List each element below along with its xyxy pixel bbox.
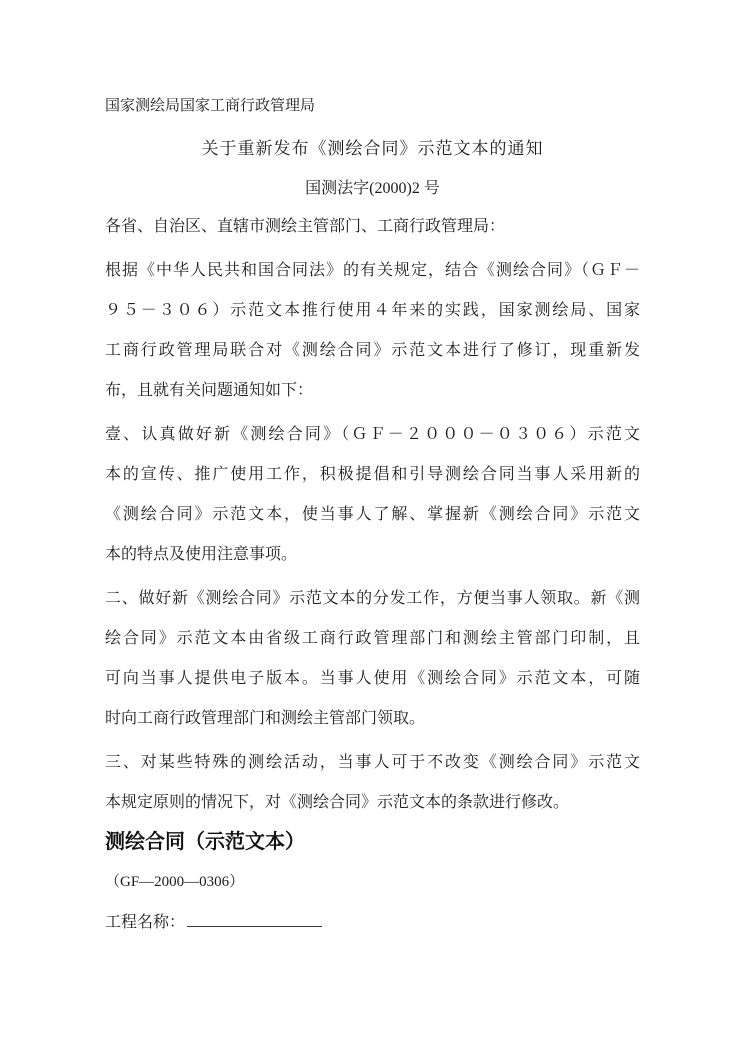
body-line: 根据《中华人民共和国合同法》的有关规定，结合《测绘合同》（ＧＦ－ (105, 262, 640, 279)
body-line: 二、做好新《测绘合同》示范文本的分发工作，方便当事人领取。新《测 (105, 590, 640, 607)
project-name-label: 工程名称： (105, 914, 186, 931)
project-name-row (105, 911, 640, 935)
intro-paragraph (105, 251, 640, 411)
body-line: 《测绘合同》示范文本，使当事人了解、掌握新《测绘合同》示范文 (105, 506, 640, 523)
item-three-paragraph (105, 743, 640, 823)
document-number: 国测法字(2000)2 号 (305, 180, 440, 197)
notice-body (105, 207, 640, 823)
body-line: 绘合同》示范文本由省级工商行政管理部门和测绘主管部门印制，且 (105, 630, 640, 647)
item-one-paragraph (105, 415, 640, 575)
item-two-paragraph (105, 579, 640, 739)
contract-code: （GF—2000—0306） (105, 874, 245, 890)
body-line: 工商行政管理局联合对《测绘合同》示范文本进行了修订，现重新发 (105, 342, 640, 359)
body-line: 各省、自治区、直辖市测绘主管部门、工商行政管理局： (105, 218, 506, 235)
salutation-paragraph (105, 207, 640, 247)
contract-title: 测绘合同（示范文本） (105, 831, 305, 853)
notice-title: 关于重新发布《测绘合同》示范文本的通知 (201, 139, 544, 158)
project-name-blank (187, 925, 322, 927)
body-line: 壹、认真做好新《测绘合同》（ＧＦ－２０００－０３０６）示范文 (105, 426, 640, 443)
body-line: ９５－３０６）示范文本推行使用４年来的实践，国家测绘局、国家 (105, 302, 640, 319)
issuing-agency-line: 国家测绘局国家工商行政管理局 (105, 97, 316, 114)
body-line: 可向当事人提供电子版本。当事人使用《测绘合同》示范文本，可随 (105, 670, 640, 687)
body-line: 本规定原则的情况下，对《测绘合同》示范文本的条款进行修改。 (105, 794, 570, 811)
body-line: 本的特点及使用注意事项。 (105, 546, 298, 563)
body-line: 本的宣传、推广使用工作，积极提倡和引导测绘合同当事人采用新的 (105, 466, 640, 483)
body-line: 布，且就有关问题通知如下： (105, 382, 314, 399)
body-line: 时向工商行政管理部门和测绘主管部门领取。 (105, 710, 426, 727)
body-line: 三、对某些特殊的测绘活动，当事人可于不改变《测绘合同》示范文 (105, 754, 640, 771)
document-content (105, 97, 640, 935)
